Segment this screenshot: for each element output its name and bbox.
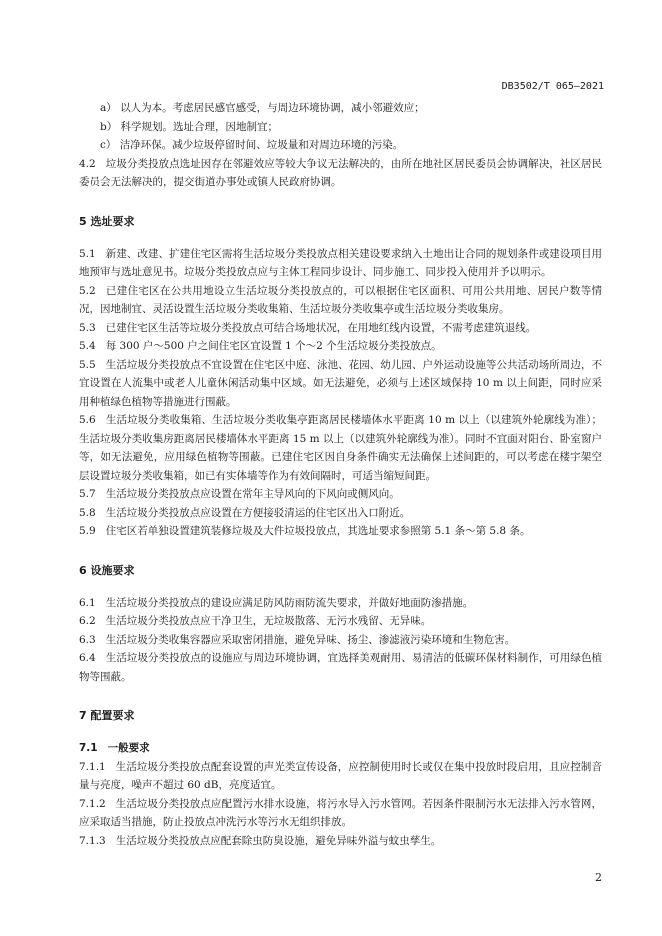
clause-number: 5.4: [79, 340, 96, 352]
clause-7-1-3: [79, 832, 602, 851]
clause-text: 生活垃圾分类收集容器应采取密闭措施，避免异味、扬尘、渗滤液污染环境和生物危害。: [105, 633, 516, 646]
section-7-heading: 7 配置要求: [79, 709, 135, 722]
list-item: a） 以人为本。考虑居民感官感受，与周边环境协调，减小邻避效应；: [100, 102, 425, 114]
section-5-heading: 5 选址要求: [79, 214, 135, 228]
clause-number: 5.9: [79, 525, 96, 537]
clause-number: 5.3: [79, 321, 96, 334]
clause-text: 生活垃圾分类投放点配套设置的声光类宣传设备，应控制使用时长或仅在集中投放时段启用，且应控制音量与亮度，噪声不超过 60 dB，亮度适宜。: [79, 760, 602, 791]
clause-5-2: [79, 282, 602, 319]
clause-text: 已建住宅区在公共用地设立生活垃圾分类投放点的，可以根据住宅区面积、可用公共用地、居民户数等情况，因地制宜、灵活设置生活垃圾分类收集箱、生活垃圾分类收集亭或生活垃圾分类收集房。: [79, 284, 602, 315]
clause-text: 生活垃圾分类投放点应设置在方便接驳清运的住宅区出入口附近。: [105, 506, 411, 519]
document-body: [79, 99, 602, 850]
clause-text: 生活垃圾分类投放点应配置污水排水设施，将污水导入污水管网。若因条件限制污水无法排入污水管网，应采取适当措施，防止投放点冲洗污水等污水无组织排放。: [79, 797, 602, 828]
clause-text: 生活垃圾分类收集箱、生活垃圾分类收集亭距离居民楼墙体水平距离 10 m 以上（以建筑外轮廓线为准）；生活垃圾分类收集房距离居民楼墙体水平距离 15 m 以上（以建筑外轮廓线为准）。同时不宜面对阳台、卧室窗户等，如无法避免，应用绿色植物等围蔽。已建住宅区因自身条件确实无法确保上述间距的，可以考虑在楼宇架空层设置垃圾分类收集箱，如已有实体墙等作为有效间隔时，可适当缩短间距。: [79, 414, 602, 482]
clause-text: 每 300 户～500 户之间住宅区宜设置 1 个～2 个生活垃圾分类投放点。: [105, 340, 442, 352]
clause-number: 7.1.1: [79, 760, 106, 773]
clause-number: 5.2: [79, 284, 96, 297]
clause-number: 7.1: [79, 742, 98, 754]
clause-5-5: [79, 356, 602, 412]
clause-text: 生活垃圾分类投放点不宜设置在住宅区中庭、泳池、花园、幼儿园、户外运动设施等公共活动场所周边，不宜设置在人流集中或老人儿童休闲活动集中区域。如无法避免，必须与上述区域保持 10 m 以上间距，同时应采用种植绿色植物等措施进行围蔽。: [79, 358, 602, 408]
clause-text: 住宅区若单独设置建筑装修垃圾及大件垃圾投放点，其选址要求参照第 5.1 条～第 5.8 条。: [105, 525, 531, 537]
clause-number: 5.6: [79, 414, 96, 426]
clause-6-3: [79, 631, 602, 650]
list-item: b） 科学规划。选址合理，因地制宜；: [100, 120, 279, 133]
clause-text: 已建住宅区生活等垃圾分类投放点可结合场地状况，在用地红线内设置，不需考虑建筑退线。: [105, 321, 537, 334]
subsection-title: 一般要求: [107, 742, 150, 754]
clause-number: 4.2: [79, 157, 96, 170]
clause-5-7: [79, 485, 602, 504]
clause-5-3: [79, 319, 602, 338]
clause-text: 生活垃圾分类投放点的设施应与周边环境协调，宜选择美观耐用、易清洁的低碳环保材料制作，可用绿色植物等围蔽。: [79, 652, 602, 683]
clause-text: 新建、改建、扩建住宅区需将生活垃圾分类投放点相关建设要求纳入土地出让合同的规划条件或建设项目用地预审与选址意见书。垃圾分类投放点应与主体工程同步设计、同步施工、同步投入使用并予以明示。: [79, 247, 602, 278]
clause-5-9: [79, 522, 602, 541]
clause-number: 7.1.2: [79, 797, 106, 810]
clause-6-2: [79, 612, 602, 631]
clause-text: 垃圾分类投放点选址因存在邻避效应等较大争议无法解决的，由所在地社区居民委员会协调解决，社区居民委员会无法解决的，提交街道办事处或镇人民政府协调。: [79, 157, 602, 188]
clause-number: 7.1.3: [79, 834, 106, 847]
clause-number: 5.7: [79, 488, 96, 500]
clause-4-2: [79, 155, 602, 192]
clause-text: 生活垃圾分类投放点应配套除虫防臭设施，避免异味外溢与蚊虫孳生。: [115, 834, 442, 847]
section-6-heading: 6 设施要求: [79, 563, 135, 577]
clause-text: 生活垃圾分类投放点的建设应满足防风防雨防流失要求，并做好地面防渗措施。: [105, 596, 474, 609]
clause-number: 6.4: [79, 652, 96, 664]
clause-text: 生活垃圾分类投放点应设置在常年主导风向的下风向或侧风向。: [105, 488, 400, 500]
clause-number: 6.2: [79, 615, 96, 627]
clause-7-1-2: [79, 795, 602, 832]
clause-5-1: [79, 245, 602, 282]
clause-6-1: [79, 594, 602, 613]
clause-text: 生活垃圾分类投放点应干净卫生，无垃圾散落、无污水残留、无异味。: [105, 615, 432, 627]
clause-5-4: [79, 337, 602, 356]
clause-5-8: [79, 504, 602, 523]
subsection-7-1-heading: [79, 739, 602, 758]
clause-number: 5.5: [79, 358, 96, 371]
list-item: c） 洁净环保。减少垃圾停留时间、垃圾量和对周边环境的污染。: [100, 139, 404, 151]
clause-6-4: [79, 649, 602, 686]
page-number: 2: [595, 871, 602, 884]
clause-number: 6.1: [79, 596, 96, 609]
clause-number: 5.8: [79, 506, 96, 519]
clause-number: 5.1: [79, 247, 96, 260]
document-code: DB3502/T 065—2021: [501, 81, 604, 92]
clause-7-1-1: [79, 758, 602, 795]
clause-number: 6.3: [79, 633, 96, 646]
clause-5-6: [79, 411, 602, 485]
